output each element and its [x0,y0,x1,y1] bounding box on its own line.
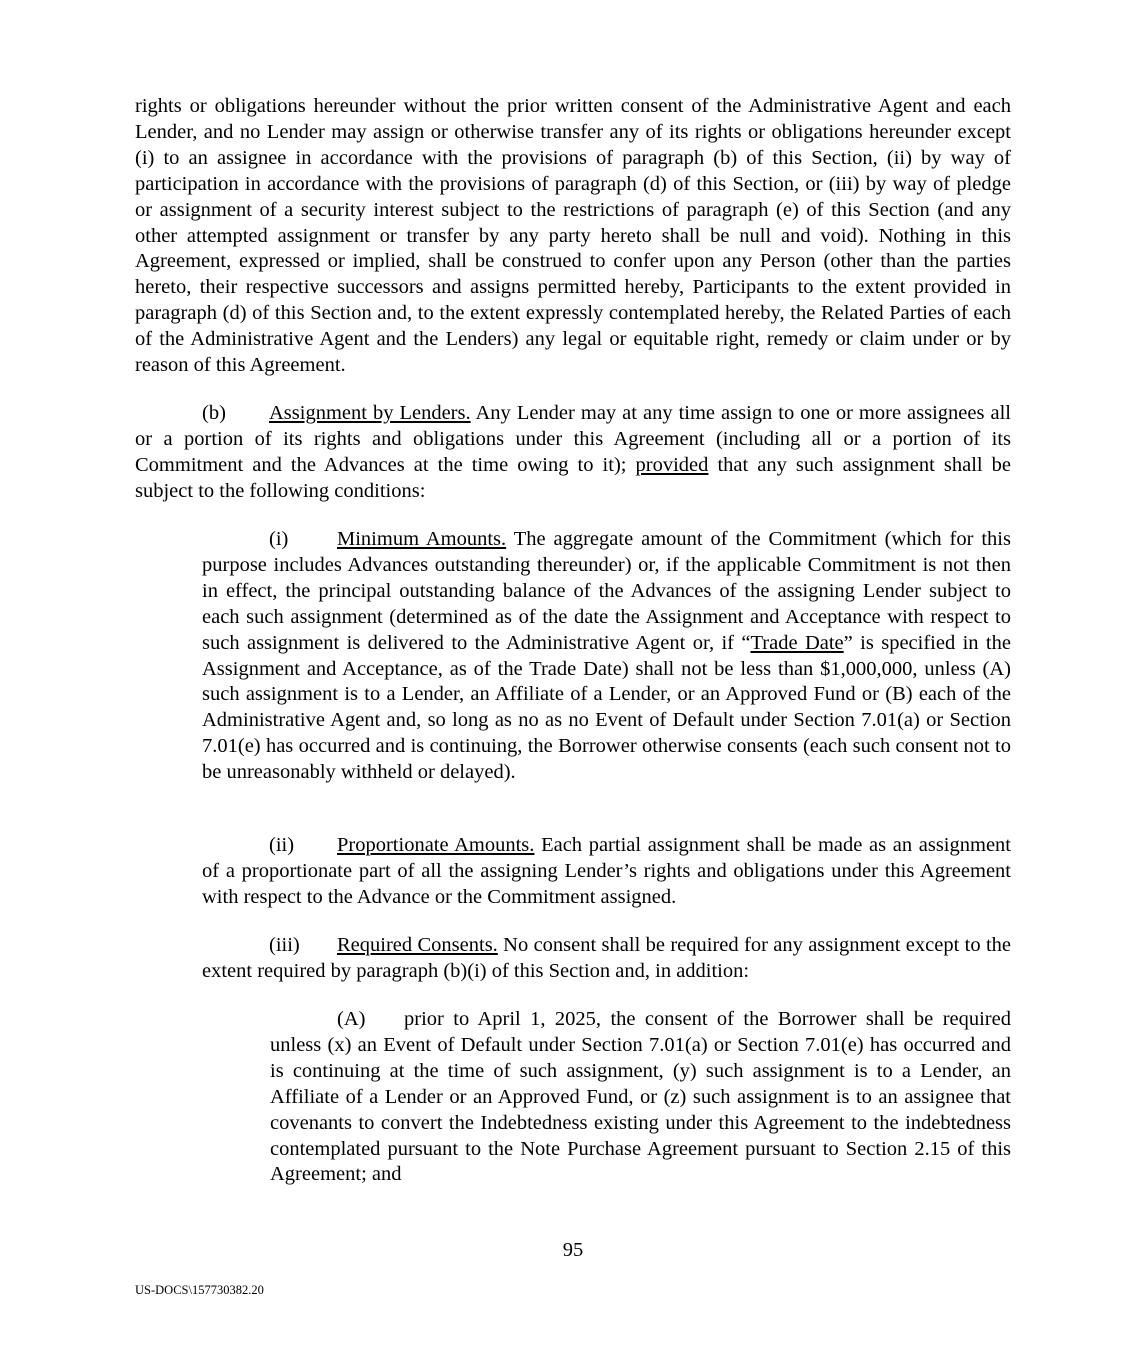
intro-text: rights or obligations hereunder without the prior written consent of the Administrative Agent and each Lender, and no Lender may assign or otherwise transfer any of its rights or obligations hereunder except (i) to an assignee in accordance with the provisions of paragraph (b) of this Section, (ii) by way of participation in accordance with the provisions of paragraph (d) of this Section, or (iii) by way of pledge or assignment of a security interest subject to the restrictions of paragraph (e) of this Section (and any other attempted assignment or transfer by any party hereto shall be null and void). Nothing in this Agreement, expressed or implied, shall be construed to confer upon any Person (other than the parties hereto, their respective successors and assigns permitted hereby, Participants to the extent provided in paragraph (d) of this Section and, to the extent expressly contemplated hereby, the Related Parties of each of the Administrative Agent and the Lenders) any legal or equitable right, remedy or claim under or by reason of this Agreement. [135,95,1011,377]
page-number: 95 [562,1239,584,1261]
section-i-text-1: The aggregate amount of the Commitment (which for this purpose includes Advances outstanding thereunder) or, if the applicable Commitment is not then in effect, the principal outstanding balance of the Advances of the assigning Lender subject to each such assignment (determined as of the date the Assignment and Acceptance with respect to such assignment is delivered to the Administrative Agent or, if “ [202,528,1011,654]
document-id: US-DOCS\157730382.20 [135,1283,264,1297]
section-ii-marker: (ii) [269,834,295,856]
section-iii-heading: Required Consents. [337,934,498,956]
section-b-text-2: that any such assignment shall be subject to the following conditions: [135,453,1011,502]
section-ii-heading: Proportionate Amounts. [337,834,535,856]
section-ii-paragraph [202,833,1011,911]
section-iii-paragraph [202,933,1011,985]
section-b-text-1: Any Lender may at any time assign to one or more assignees all or a portion of its rights and obligations under this Agreement (including all or a portion of its Commitment and the Advances at the time owing to it); [135,402,1011,476]
section-A-marker: (A) [337,1008,366,1030]
section-A-paragraph [270,1007,1011,1188]
section-i-text-2: ” is specified in the Assignment and Acceptance, as of the Trade Date) shall not be less than $1,000,000, unless (A) such assignment is to a Lender, an Affiliate of a Lender, or an Approved Fund or (B) each of the Administrative Agent and, so long as no as no Event of Default under Section 7.01(a) or Section 7.01(e) has occurred and is continuing, the Borrower otherwise consents (each such consent not to be unreasonably withheld or delayed). [202,631,1011,784]
section-b-marker: (b) [202,402,226,424]
section-b-paragraph [135,401,1011,505]
trade-date-term: Trade Date [750,631,844,654]
section-A-text: prior to April 1, 2025, the consent of the Borrower shall be required unless (x) an Event of Default under Section 7.01(a) or Section 7.01(e) has occurred and is continuing at the time of such assignment, (y) such assignment is to a Lender, an Affiliate of a Lender or an Approved Fund, or (z) such assignment is to an assignee that covenants to convert the Indebtedness existing under this Agreement to the indebtedness contemplated pursuant to the Note Purchase Agreement pursuant to Section 2.15 of this Agreement; and [270,1008,1011,1186]
section-iii-text: No consent shall be required for any assignment except to the extent required by paragraph (b)(i) of this Section and, in addition: [202,934,1012,982]
section-i-paragraph [202,527,1011,786]
intro-paragraph [135,94,1011,379]
section-b-heading: Assignment by Lenders. [269,402,471,424]
section-ii-text: Each partial assignment shall be made as an assignment of a proportionate part of all the assigning Lender’s rights and obligations under this Agreement with respect to the Advance or the Commitment assigned. [202,834,1011,908]
section-i-heading: Minimum Amounts. [337,528,507,550]
section-iii-marker: (iii) [269,934,300,956]
section-i-marker: (i) [269,528,289,550]
provided-term: provided [635,453,709,476]
